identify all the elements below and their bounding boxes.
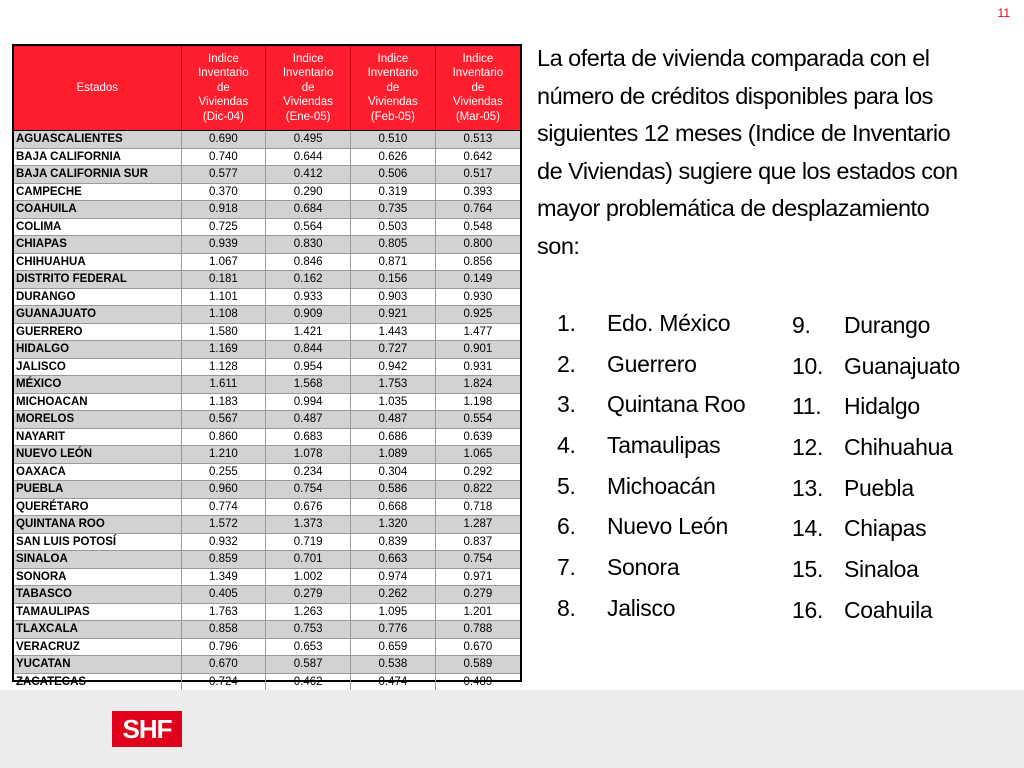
- index-value-cell: 0.290: [266, 183, 351, 201]
- table-row: [14, 428, 520, 446]
- index-value-cell: 0.719: [266, 533, 351, 551]
- index-value-cell: 0.754: [435, 551, 520, 569]
- ranking-state-name: Guanajuato: [844, 352, 960, 379]
- state-name-cell: SONORA: [14, 568, 181, 586]
- index-value-cell: 0.727: [351, 341, 436, 359]
- state-name-cell: OAXACA: [14, 463, 181, 481]
- state-name-cell: ZACATECAS: [14, 673, 181, 691]
- ranking-number: 14.: [792, 515, 824, 542]
- ranking-item: [792, 597, 960, 638]
- ranking-number: 13.: [792, 474, 824, 501]
- index-value-cell: 1.824: [435, 376, 520, 394]
- state-name-cell: VERACRUZ: [14, 638, 181, 656]
- ranking-item: [792, 556, 960, 597]
- table-row: [14, 306, 520, 324]
- state-name-cell: MORELOS: [14, 411, 181, 429]
- index-value-cell: 1.477: [435, 323, 520, 341]
- index-value-cell: 0.538: [351, 656, 436, 674]
- index-value-cell: 0.156: [351, 271, 436, 289]
- index-value-cell: 1.108: [181, 306, 266, 324]
- ranking-item: [557, 554, 745, 595]
- index-value-cell: 0.405: [181, 586, 266, 604]
- index-value-cell: 0.319: [351, 183, 436, 201]
- ranking-state-name: Quintana Roo: [607, 391, 746, 418]
- state-name-cell: SAN LUIS POTOSÍ: [14, 533, 181, 551]
- index-value-cell: 0.871: [351, 253, 436, 271]
- state-name-cell: BAJA CALIFORNIA SUR: [14, 166, 181, 184]
- header-line: Indice: [292, 52, 324, 65]
- ranking-state-name: Nuevo León: [607, 513, 729, 540]
- index-value-cell: 0.577: [181, 166, 266, 184]
- index-value-cell: 1.183: [181, 393, 266, 411]
- ranking-item: [792, 434, 960, 475]
- table-row: [14, 376, 520, 394]
- index-value-cell: 0.796: [181, 638, 266, 656]
- header-line: (Ene-05): [285, 110, 331, 123]
- state-name-cell: COAHUILA: [14, 201, 181, 219]
- index-value-cell: 0.931: [435, 358, 520, 376]
- table-row: [14, 323, 520, 341]
- index-value-cell: 0.262: [351, 586, 436, 604]
- index-value-cell: 0.942: [351, 358, 436, 376]
- index-value-cell: 0.659: [351, 638, 436, 656]
- table-body: [14, 131, 520, 709]
- header-line: (Dic-04): [202, 110, 244, 123]
- ranking-state-name: Jalisco: [607, 594, 676, 621]
- index-value-cell: 0.510: [351, 131, 436, 149]
- index-value-cell: 0.487: [351, 411, 436, 429]
- index-value-cell: 1.753: [351, 376, 436, 394]
- table-row: [14, 568, 520, 586]
- ranking-item: [557, 351, 745, 392]
- index-value-cell: 0.822: [435, 481, 520, 499]
- index-value-cell: 0.774: [181, 498, 266, 516]
- index-value-cell: 0.370: [181, 183, 266, 201]
- index-value-cell: 1.201: [435, 603, 520, 621]
- header-index-col-4: [435, 46, 520, 131]
- index-value-cell: 0.668: [351, 498, 436, 516]
- index-value-cell: 0.663: [351, 551, 436, 569]
- index-value-cell: 0.642: [435, 148, 520, 166]
- index-value-cell: 0.858: [181, 621, 266, 639]
- index-value-cell: 0.683: [266, 428, 351, 446]
- index-value-cell: 0.234: [266, 463, 351, 481]
- index-value-cell: 1.568: [266, 376, 351, 394]
- header-line: Inventario: [282, 67, 334, 80]
- state-name-cell: MÉXICO: [14, 376, 181, 394]
- table-row: [14, 586, 520, 604]
- table-row: [14, 393, 520, 411]
- index-value-cell: 1.169: [181, 341, 266, 359]
- ranking-item: [557, 595, 745, 636]
- table-row: [14, 166, 520, 184]
- table-row: [14, 446, 520, 464]
- index-value-cell: 0.830: [266, 236, 351, 254]
- index-value-cell: 1.287: [435, 516, 520, 534]
- header-index-col-2: [266, 46, 351, 131]
- index-value-cell: 0.837: [435, 533, 520, 551]
- header-line: de: [471, 81, 485, 94]
- index-value-cell: 0.644: [266, 148, 351, 166]
- index-value-cell: 0.690: [181, 131, 266, 149]
- index-value-cell: 1.095: [351, 603, 436, 621]
- index-value-cell: 1.580: [181, 323, 266, 341]
- index-value-cell: 0.653: [266, 638, 351, 656]
- index-value-cell: 1.263: [266, 603, 351, 621]
- state-name-cell: NUEVO LEÓN: [14, 446, 181, 464]
- index-value-cell: 1.101: [181, 288, 266, 306]
- header-line: de: [386, 81, 400, 94]
- index-value-cell: 0.925: [435, 306, 520, 324]
- state-name-cell: JALISCO: [14, 358, 181, 376]
- state-name-cell: DISTRITO FEDERAL: [14, 271, 181, 289]
- ranking-number: 6.: [557, 513, 576, 540]
- housing-inventory-index-table: [14, 46, 520, 709]
- index-value-cell: 0.513: [435, 131, 520, 149]
- index-value-cell: 0.181: [181, 271, 266, 289]
- state-name-cell: HIDALGO: [14, 341, 181, 359]
- header-line: Indice: [377, 52, 409, 65]
- index-value-cell: 0.918: [181, 201, 266, 219]
- header-line: Inventario: [367, 67, 419, 80]
- table-row: [14, 411, 520, 429]
- index-value-cell: 1.320: [351, 516, 436, 534]
- index-value-cell: 0.586: [351, 481, 436, 499]
- index-value-cell: 0.933: [266, 288, 351, 306]
- index-value-cell: 0.670: [435, 638, 520, 656]
- index-value-cell: 0.279: [435, 586, 520, 604]
- ranking-list-right: [792, 312, 960, 638]
- index-value-cell: 0.686: [351, 428, 436, 446]
- index-value-cell: 0.564: [266, 218, 351, 236]
- ranking-state-name: Puebla: [844, 474, 914, 501]
- index-value-cell: 0.255: [181, 463, 266, 481]
- index-value-cell: 0.930: [435, 288, 520, 306]
- index-value-cell: 0.856: [435, 253, 520, 271]
- table-row: [14, 516, 520, 534]
- index-value-cell: 0.724: [181, 673, 266, 691]
- index-value-cell: 0.462: [266, 673, 351, 691]
- index-value-cell: 0.589: [435, 656, 520, 674]
- table-row: [14, 148, 520, 166]
- index-value-cell: 0.474: [351, 673, 436, 691]
- index-value-cell: 1.572: [181, 516, 266, 534]
- header-line: Viviendas: [198, 96, 249, 109]
- ranking-item: [557, 473, 745, 514]
- index-value-cell: 0.971: [435, 568, 520, 586]
- ranking-state-name: Tamaulipas: [607, 432, 721, 459]
- index-value-cell: 0.754: [266, 481, 351, 499]
- header-index-col-3: [351, 46, 436, 131]
- index-value-cell: 1.067: [181, 253, 266, 271]
- header-index-col-1: [181, 46, 266, 131]
- ranking-number: 8.: [557, 594, 576, 621]
- ranking-item: [792, 312, 960, 353]
- state-name-cell: TLAXCALA: [14, 621, 181, 639]
- ranking-state-name: Michoacán: [607, 472, 716, 499]
- header-estados: [14, 46, 181, 131]
- table-row: [14, 288, 520, 306]
- ranking-number: 11.: [792, 393, 822, 420]
- index-value-cell: 1.611: [181, 376, 266, 394]
- index-value-cell: 0.839: [351, 533, 436, 551]
- header-line: de: [301, 81, 315, 94]
- index-value-cell: 0.149: [435, 271, 520, 289]
- index-value-cell: 0.670: [181, 656, 266, 674]
- table-row: [14, 533, 520, 551]
- state-name-cell: GUERRERO: [14, 323, 181, 341]
- ranking-state-name: Chiapas: [844, 515, 927, 542]
- housing-index-table-container: [12, 44, 522, 688]
- state-name-cell: COLIMA: [14, 218, 181, 236]
- header-line: (Mar-05): [455, 110, 500, 123]
- state-name-cell: GUANAJUATO: [14, 306, 181, 324]
- table-row: [14, 201, 520, 219]
- index-value-cell: 0.844: [266, 341, 351, 359]
- index-value-cell: 0.753: [266, 621, 351, 639]
- table-row: [14, 638, 520, 656]
- state-name-cell: CHIHUAHUA: [14, 253, 181, 271]
- index-value-cell: 0.701: [266, 551, 351, 569]
- header-line: Viviendas: [283, 96, 333, 109]
- header-line: (Feb-05): [370, 110, 415, 123]
- ranking-number: 1.: [557, 310, 576, 336]
- index-value-cell: 0.901: [435, 341, 520, 359]
- header-line: Estados: [76, 81, 119, 94]
- index-value-cell: 1.210: [181, 446, 266, 464]
- index-value-cell: 0.846: [266, 253, 351, 271]
- ranking-state-name: Guerrero: [607, 350, 697, 377]
- index-value-cell: 0.954: [266, 358, 351, 376]
- ranking-number: 2.: [557, 350, 576, 377]
- ranking-item: [557, 513, 745, 554]
- index-value-cell: 0.805: [351, 236, 436, 254]
- table-row: [14, 673, 520, 691]
- index-value-cell: 0.393: [435, 183, 520, 201]
- ranking-state-name: Coahuila: [844, 596, 933, 623]
- ranking-number: 12.: [792, 434, 824, 461]
- state-name-cell: AGUASCALIENTES: [14, 131, 181, 149]
- ranking-item: [792, 515, 960, 556]
- index-value-cell: 1.002: [266, 568, 351, 586]
- state-name-cell: DURANGO: [14, 288, 181, 306]
- index-value-cell: 0.994: [266, 393, 351, 411]
- index-value-cell: 0.932: [181, 533, 266, 551]
- state-name-cell: QUERÉTARO: [14, 498, 181, 516]
- header-line: de: [216, 81, 230, 94]
- index-value-cell: 0.304: [351, 463, 436, 481]
- state-name-cell: MICHOACAN: [14, 393, 181, 411]
- index-value-cell: 0.974: [351, 568, 436, 586]
- index-value-cell: 0.495: [266, 131, 351, 149]
- index-value-cell: 1.035: [351, 393, 436, 411]
- index-value-cell: 1.198: [435, 393, 520, 411]
- index-value-cell: 1.421: [266, 323, 351, 341]
- ranking-item: [792, 393, 960, 434]
- table-row: [14, 253, 520, 271]
- shf-logo: SHF: [112, 711, 182, 747]
- state-name-cell: PUEBLA: [14, 481, 181, 499]
- intro-paragraph: La oferta de vivienda comparada con el número de créditos disponibles para los siguientes 12 meses (Indice de Inventario de Viviendas) sugiere que los estados con mayor problemática de desplazamiento son:: [537, 45, 958, 259]
- table-row: [14, 358, 520, 376]
- ranking-item: [557, 310, 745, 351]
- ranking-item: [792, 353, 960, 394]
- index-value-cell: 1.078: [266, 446, 351, 464]
- index-value-cell: 0.776: [351, 621, 436, 639]
- ranking-list-left: [557, 310, 745, 636]
- ranking-state-name: Sonora: [607, 554, 680, 581]
- index-value-cell: 0.735: [351, 201, 436, 219]
- index-value-cell: 0.800: [435, 236, 520, 254]
- ranking-state-name: Sinaloa: [844, 556, 919, 583]
- table-row: [14, 183, 520, 201]
- ranking-item: [557, 391, 745, 432]
- index-value-cell: 0.860: [181, 428, 266, 446]
- index-value-cell: 0.788: [435, 621, 520, 639]
- index-value-cell: 0.412: [266, 166, 351, 184]
- index-value-cell: 0.503: [351, 218, 436, 236]
- ranking-number: 5.: [557, 472, 576, 499]
- index-value-cell: 0.489: [435, 673, 520, 691]
- table-header-row: [14, 46, 520, 131]
- table-row: [14, 551, 520, 569]
- ranking-item: [557, 432, 745, 473]
- ranking-number: 10.: [792, 352, 824, 379]
- page-number: 11: [997, 6, 1010, 20]
- index-value-cell: 0.740: [181, 148, 266, 166]
- table-row: [14, 463, 520, 481]
- index-value-cell: 0.487: [266, 411, 351, 429]
- state-name-cell: QUINTANA ROO: [14, 516, 181, 534]
- index-value-cell: 0.676: [266, 498, 351, 516]
- ranking-number: 15.: [792, 556, 824, 583]
- state-name-cell: TABASCO: [14, 586, 181, 604]
- state-name-cell: TAMAULIPAS: [14, 603, 181, 621]
- index-value-cell: 0.517: [435, 166, 520, 184]
- index-value-cell: 0.292: [435, 463, 520, 481]
- index-value-cell: 0.725: [181, 218, 266, 236]
- index-value-cell: 0.506: [351, 166, 436, 184]
- index-value-cell: 0.684: [266, 201, 351, 219]
- index-value-cell: 0.567: [181, 411, 266, 429]
- index-value-cell: 0.587: [266, 656, 351, 674]
- ranking-number: 7.: [557, 554, 576, 581]
- state-name-cell: NAYARIT: [14, 428, 181, 446]
- header-line: Indice: [208, 52, 239, 65]
- index-value-cell: 0.548: [435, 218, 520, 236]
- table-row: [14, 236, 520, 254]
- table-row: [14, 498, 520, 516]
- ranking-number: 9.: [792, 312, 811, 338]
- ranking-state-name: Edo. México: [607, 310, 731, 336]
- ranking-number: 3.: [557, 391, 576, 418]
- state-name-cell: SINALOA: [14, 551, 181, 569]
- state-name-cell: CAMPECHE: [14, 183, 181, 201]
- state-name-cell: CHIAPAS: [14, 236, 181, 254]
- index-value-cell: 1.065: [435, 446, 520, 464]
- table-row: [14, 271, 520, 289]
- index-value-cell: 0.960: [181, 481, 266, 499]
- index-value-cell: 1.089: [351, 446, 436, 464]
- index-value-cell: 0.279: [266, 586, 351, 604]
- index-value-cell: 0.162: [266, 271, 351, 289]
- table-row: [14, 218, 520, 236]
- ranking-state-name: Chihuahua: [844, 434, 953, 461]
- ranking-state-name: Durango: [844, 312, 931, 338]
- index-value-cell: 0.909: [266, 306, 351, 324]
- ranking-number: 16.: [792, 596, 824, 623]
- header-line: Inventario: [198, 67, 249, 80]
- index-value-cell: 0.764: [435, 201, 520, 219]
- index-value-cell: 1.763: [181, 603, 266, 621]
- header-line: Viviendas: [368, 96, 418, 109]
- header-line: Viviendas: [453, 96, 503, 109]
- state-name-cell: BAJA CALIFORNIA: [14, 148, 181, 166]
- table-row: [14, 603, 520, 621]
- table-row: [14, 131, 520, 149]
- index-value-cell: 0.921: [351, 306, 436, 324]
- ranking-number: 4.: [557, 432, 576, 459]
- ranking-item: [792, 475, 960, 516]
- index-value-cell: 1.443: [351, 323, 436, 341]
- index-value-cell: 0.554: [435, 411, 520, 429]
- index-value-cell: 1.128: [181, 358, 266, 376]
- index-value-cell: 1.349: [181, 568, 266, 586]
- index-value-cell: 0.939: [181, 236, 266, 254]
- table-row: [14, 481, 520, 499]
- index-value-cell: 1.373: [266, 516, 351, 534]
- table-row: [14, 656, 520, 674]
- index-value-cell: 0.639: [435, 428, 520, 446]
- index-value-cell: 0.718: [435, 498, 520, 516]
- state-name-cell: YUCATAN: [14, 656, 181, 674]
- table-row: [14, 341, 520, 359]
- index-value-cell: 0.859: [181, 551, 266, 569]
- index-value-cell: 0.626: [351, 148, 436, 166]
- header-line: Indice: [462, 52, 494, 65]
- table-row: [14, 621, 520, 639]
- ranking-state-name: Hidalgo: [844, 393, 920, 420]
- index-value-cell: 0.903: [351, 288, 436, 306]
- header-line: Inventario: [452, 67, 504, 80]
